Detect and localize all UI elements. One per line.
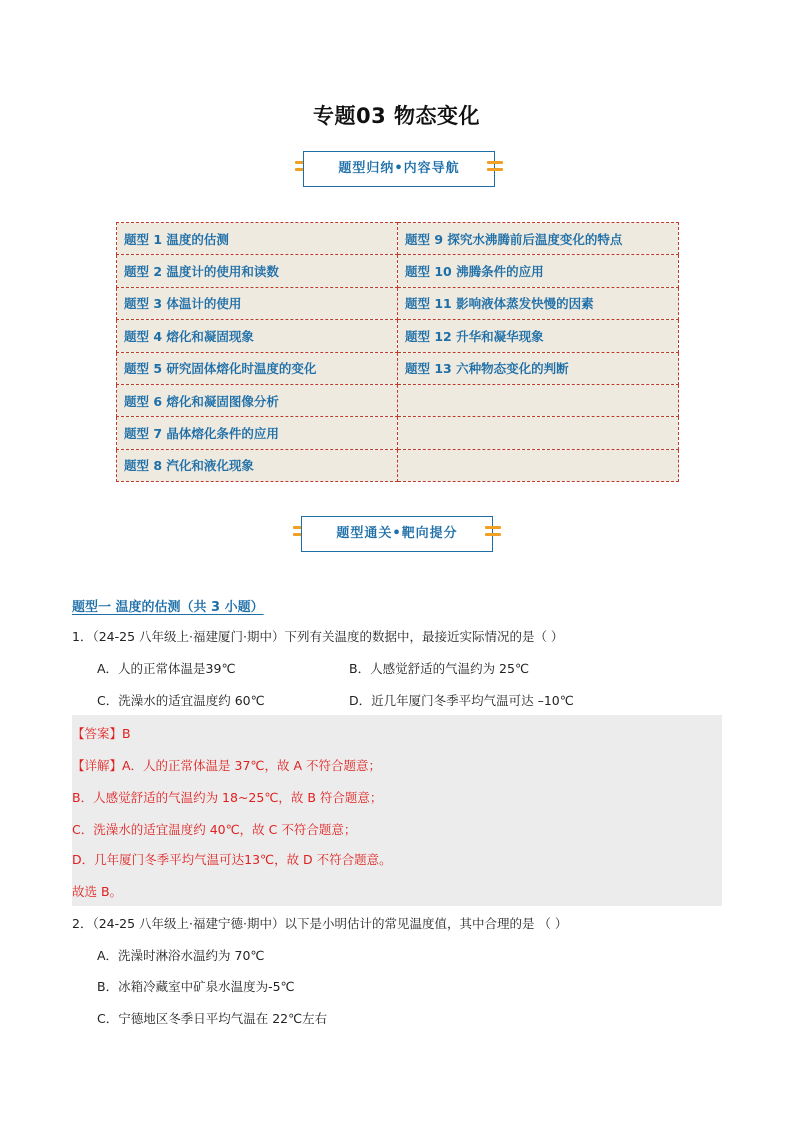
nav-item[interactable]: 题型 2 温度计的使用和读数 [117, 255, 398, 287]
nav-item[interactable]: 题型 13 六种物态变化的判断 [398, 352, 679, 384]
nav-item[interactable]: 题型 1 温度的估测 [117, 223, 398, 255]
nav-item[interactable]: 题型 11 影响液体蒸发快慢的因素 [398, 287, 679, 319]
explanation-line: B．人感觉舒适的气温约为 18~25℃，故 B 符合题意； [72, 790, 383, 805]
nav-item[interactable]: 题型 7 晶体熔化条件的应用 [117, 417, 398, 449]
topic-nav-table [116, 222, 679, 482]
nav-item[interactable]: 题型 3 体温计的使用 [117, 287, 398, 319]
answer-line: 【答案】B [72, 726, 131, 741]
table-row [117, 223, 679, 255]
table-row [117, 384, 679, 416]
table-row [117, 320, 679, 352]
nav-item[interactable]: 题型 10 沸腾条件的应用 [398, 255, 679, 287]
question-1-option-c: C．洗澡水的适宜温度约 60℃ [97, 693, 265, 708]
nav-item[interactable]: 题型 6 熔化和凝固图像分析 [117, 384, 398, 416]
question-2-option-b: B．冰箱冷藏室中矿泉水温度为-5℃ [97, 979, 295, 994]
section-title[interactable]: 题型一 温度的估测（共 3 小题） [72, 600, 264, 615]
table-row [117, 255, 679, 287]
question-1-option-d: D．近几年厦门冬季平均气温可达 –10℃ [349, 693, 574, 708]
practice-banner-label: 题型通关•靶向提分 [301, 516, 493, 552]
explanation-line: C．洗澡水的适宜温度约 40℃，故 C 不符合题意； [72, 822, 357, 837]
nav-banner [0, 151, 793, 187]
page-title: 专题03 物态变化 [312, 104, 481, 128]
explanation-line: 【详解】A．人的正常体温是 37℃，故 A 不符合题意； [72, 758, 381, 773]
question-2-option-a: A．洗澡时淋浴水温约为 70℃ [97, 948, 265, 963]
table-row [117, 352, 679, 384]
nav-banner-label: 题型归纳•内容导航 [303, 151, 495, 187]
nav-item[interactable]: 题型 12 升华和凝华现象 [398, 320, 679, 352]
nav-item[interactable]: 题型 9 探究水沸腾前后温度变化的特点 [398, 223, 679, 255]
nav-item-empty [398, 384, 679, 416]
conclusion-line: 故选 B。 [72, 884, 123, 899]
practice-banner [0, 516, 793, 552]
answer-box [72, 715, 722, 906]
nav-item-empty [398, 449, 679, 481]
right-equals-icon [485, 526, 501, 540]
table-row [117, 449, 679, 481]
question-2-stem: 2．（24-25 八年级上·福建宁德·期中）以下是小明估计的常见温度值，其中合理的是 （ ） [72, 916, 568, 931]
question-1-option-a: A．人的正常体温是39℃ [97, 661, 236, 676]
nav-item[interactable]: 题型 5 研究固体熔化时温度的变化 [117, 352, 398, 384]
question-2-option-c: C．宁德地区冬季日平均气温在 22℃左右 [97, 1011, 328, 1026]
table-row [117, 287, 679, 319]
nav-item[interactable]: 题型 4 熔化和凝固现象 [117, 320, 398, 352]
right-equals-icon [487, 161, 503, 175]
table-row [117, 417, 679, 449]
question-1-stem: 1．（24-25 八年级上·福建厦门·期中）下列有关温度的数据中，最接近实际情况的是（ ） [72, 629, 564, 644]
nav-item-empty [398, 417, 679, 449]
nav-item[interactable]: 题型 8 汽化和液化现象 [117, 449, 398, 481]
question-1-option-b: B．人感觉舒适的气温约为 25℃ [349, 661, 529, 676]
explanation-line: D．几年厦门冬季平均气温可达13℃，故 D 不符合题意。 [72, 852, 392, 867]
